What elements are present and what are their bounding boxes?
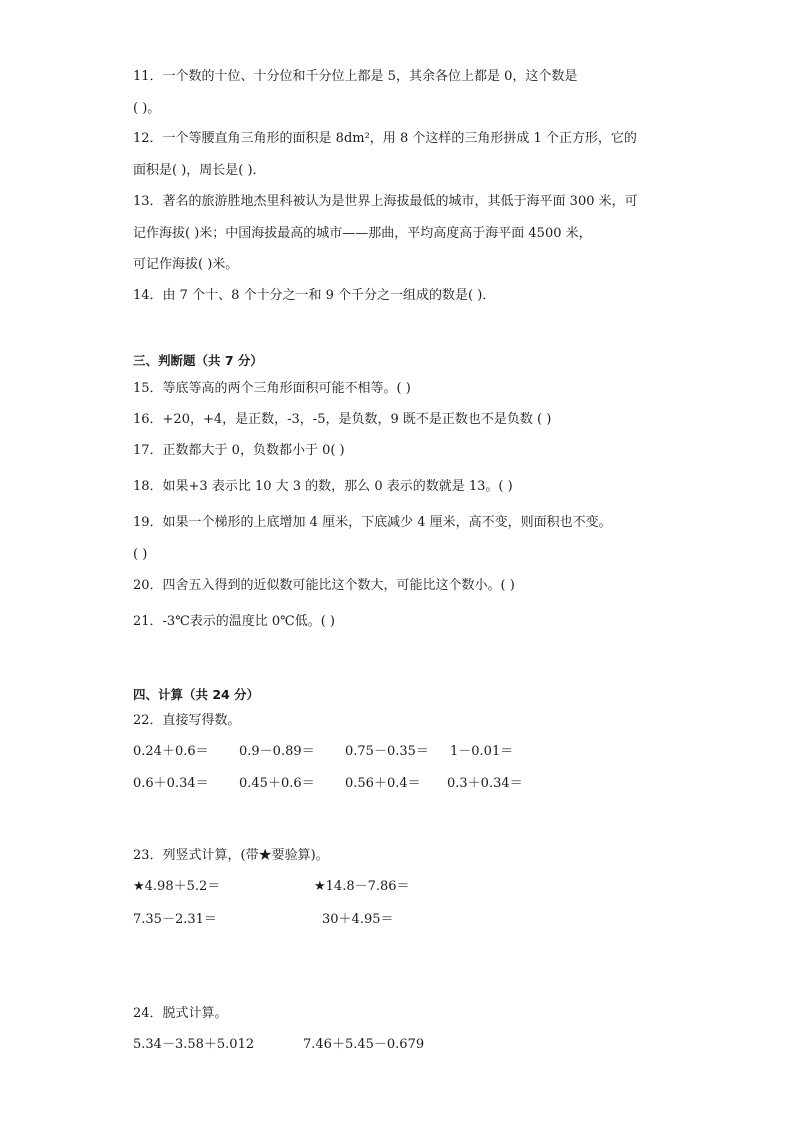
calc-item: 0.9－0.89＝ xyxy=(239,744,315,759)
question-11-text: 11．一个数的十位、十分位和千分位上都是 5，其余各位上都是 0，这个数是 xyxy=(133,69,578,84)
calc-item: 0.56＋0.4＝ xyxy=(345,776,421,791)
calc-item: 0.3＋0.34＝ xyxy=(447,776,523,791)
calc-item: 7.35－2.31＝ xyxy=(133,912,217,927)
calc-item: 0.75－0.35＝ xyxy=(345,744,429,759)
question-22-title: 22．直接写得数。 xyxy=(133,713,241,728)
calc-item: 0.24＋0.6＝ xyxy=(133,744,209,759)
question-13-text: 13．著名的旅游胜地杰里科被认为是世界上海拔最低的城市，其低于海平面 300 米，可 xyxy=(133,194,638,209)
section-4-title: 四、计算（共 24 分） xyxy=(133,687,260,702)
calc-item: ★4.98＋5.2＝ xyxy=(133,879,221,894)
calc-item: ★14.8－7.86＝ xyxy=(314,879,410,894)
question-17-text: 17．正数都大于 0，负数都小于 0( ) xyxy=(133,443,345,458)
question-13-text-3: 可记作海拔( )米。 xyxy=(133,257,239,272)
question-16-text: 16．+20，+4，是正数，-3，-5，是负数，9 既不是正数也不是负数 ( ) xyxy=(133,412,552,427)
calc-item: 30＋4.95＝ xyxy=(322,912,394,927)
calc-item: 0.6＋0.34＝ xyxy=(133,776,209,791)
question-14-text: 14．由 7 个十、8 个十分之一和 9 个千分之一组成的数是( )． xyxy=(133,288,496,303)
question-18-text: 18．如果+3 表示比 10 大 3 的数，那么 0 表示的数就是 13。( ) xyxy=(133,479,513,494)
question-19-text: 19．如果一个梯形的上底增加 4 厘米，下底减少 4 厘米，高不变，则面积也不变。 xyxy=(133,515,612,530)
question-12-text-2: 面积是( )，周长是( )． xyxy=(133,163,266,178)
question-19-answer-blank: ( ) xyxy=(133,547,148,562)
calc-item: 0.45＋0.6＝ xyxy=(239,776,315,791)
question-20-text: 20．四舍五入得到的近似数可能比这个数大，可能比这个数小。( ) xyxy=(133,578,515,593)
question-23-title: 23．列竖式计算，(带★要验算)。 xyxy=(133,848,329,863)
question-24-title: 24．脱式计算。 xyxy=(133,1006,228,1021)
question-13-text-2: 记作海拔( )米；中国海拔最高的城市——那曲，平均高度高于海平面 4500 米， xyxy=(133,226,592,241)
question-15-text: 15．等底等高的两个三角形面积可能不相等。( ) xyxy=(133,381,411,396)
calc-item: 7.46＋5.45－0.679 xyxy=(303,1037,425,1052)
calc-item: 1－0.01＝ xyxy=(450,744,514,759)
calc-item: 5.34－3.58＋5.012 xyxy=(133,1037,255,1052)
section-3-title: 三、判断题（共 7 分） xyxy=(133,353,263,368)
question-21-text: 21．-3℃表示的温度比 0℃低。( ) xyxy=(133,614,335,629)
question-12-text: 12．一个等腰直角三角形的面积是 8dm²，用 8 个这样的三角形拼成 1 个正方形，它的 xyxy=(133,131,637,146)
question-11-answer-blank: ( )。 xyxy=(133,101,161,116)
